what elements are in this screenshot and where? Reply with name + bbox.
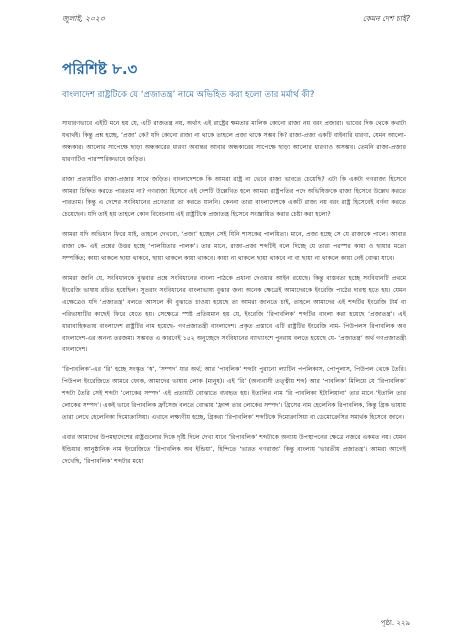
appendix-title: পরিশিষ্ট ৮.৩: [62, 60, 138, 78]
header-running-title: কেমন দেশ চাই?: [362, 14, 410, 23]
paragraph: ‘রিপাবলিক’-এর ‘রি’ হচ্ছে সংস্কৃত ‘স্ব’, ‘সম্পদ’ যার অর্থ; আর ‘পাবলিক’ শব্দটা পুরানো ল্যাটিন পপলিকাস, পোপুলাস, পিউপল থেকে তৈরি। পিউপল ইংরেজিতে আমরে ফোক, আমাদের ভাষায় লোক (মানুষ)। এই ‘রি’ (অন্যবাসী তত্ত্বীয় শব্দ) আর ‘পাবলিক’ মিলিয়ে যে ‘রিপাবলিক’ শব্দটা তৈরি সেই শব্দটা ‘লোকের সম্পদ’ এই প্রত্যয়টি বোঝাতে ব্যবহৃত হয়। ইতালির নাম ‘রি পাবলিকা ইটালিয়ানা’ তার মানে ‘ইতালি তার লোকের সম্পদ’। একই ভাবে রিপাবলিক ফ্রাঁসেজ বলতে বোঝায় ‘ফ্রান্স তার লোকের সম্পদ’। গ্রিসের নাম হেলেনিক রিপাবলিক, কিন্তু গ্রিক ভাষায় তারা লেখে হেলেনিকা দিমোক্রাসিয়া। এখানে লক্ষ্যণীয় হচ্ছে, গ্রিকরা ‘রিপাবলিক’ শব্দটিকে দিমোক্রাসিয়া বা ডেমোক্রেসির সমার্থক হিসেবে জানে।: [62, 366, 406, 421]
page-header: [62, 14, 410, 26]
paragraph: আমরা জানি যে, সংবিধানকে বুঝবার প্রশ্নে সংবিধানের বাংলা পাঠকে প্রধানা দেওয়ার আইন রয়েছে। কিন্তু বাস্তবতা হচ্ছে সংবিধানটি প্রথমে ইংরেজি ভাষায় রচিত হয়েছিল। সুতরাং সংবিধানের বাংলাভাষ্য বুঝার জন্য অনেক ক্ষেত্রেই আমাদেরকে ইংরেজি পাঠের দারস্থ হতে হয়। যেমন এক্ষেত্রেও যদি ‘প্রজাতন্ত্র’ বলতে আসলে কী বুঝাতে চাওয়া হয়েছে তা আমরা জানতে চাই, তাহলে আমাদের এই শব্দটির ইংরেজি টার্ম বা পরিভাষাটির কাছেই ফিরে যেতে হয়। সেক্ষেত্রে স্পষ্ট প্রতিয়মান হয় যে, ইংরেজি ‘রিপাবলিক’ শব্দটির বাংলা করা হয়েছে ‘প্রজাতন্ত্র’। এই ধারাবাহিকতায় বাংলাদেশ রাষ্ট্রটির নাম হয়েছে- গণপ্রজাতন্ত্রী বাংলাদেশ। প্রকৃত প্রস্তাবে এটি রাষ্ট্রটির ইংরেজি নাম- পিউপলস রিপাবলিক অব বাংলাদেশ-এর অনন্য তরজমা। সম্ভবত এ কারণেই ১৫২ অনুচ্ছেদে সংবিধানের ব্যাখ্যাংশে পুনরায় বলতে হয়েছে যে- ‘প্রজাতন্ত্র’ অর্থ গণপ্রজাতন্ত্রী বাংলাদেশ।: [62, 274, 406, 354]
paragraph: এবার আমাদের উপমহাদেশের রাষ্ট্রগুলোর দিকে দৃষ্টি দিলে দেখা যাবে ‘রিপাবলিক’ শব্দটাকে অন্যায় উপস্থাপনের ক্ষেত্রে নজরে একমত নয়। যেমন ইন্ডিয়ার আনুষ্ঠানিক নাম ইংরেজিতে ‘রিপাবলিক অব ইন্ডিয়া’, হিন্দিতে ‘ভারত গণরাজ্য’ কিন্তু বাংলায় ‘ভারতীয় প্রজাতন্ত্র’। আমরা আগেই দেখেছি, ‘রিপাবলিক’ শব্দটার মধ্যে: [62, 433, 406, 465]
paragraph: সাধারণভাবে এইটি মনে হয় যে, এটি রাজতন্ত্র নয়, অর্থাৎ এই রাষ্ট্রের ক্ষমতার মালিক কোনো রাজা নয় বরং প্রজারা। ভাবের দিক থেকে কথাটা যথার্থই। কিন্তু প্রশ্ন হচ্ছে, ‘প্রজা’ কে? যদি কোনো রাজা না থাকে তাহলে প্রজা থাকে সম্ভব কি? রাজা-প্রজা একটি বাইনারি ধারণা, যেমন আলো-অন্ধকার। আলোর সাপেক্ষে ছাড়া অন্ধকারের ধারণা অবান্তর আবার অন্ধকারের সাপেক্ষে ছাড়া আলোর ধারণাও অসম্ভব। তেমনি রাজা-প্রজার ধারণাটিও পারস্পরিকভাবে জড়িত।: [62, 120, 406, 163]
body-text: [62, 118, 406, 476]
paragraph: আমরা যদি অভিধান ফিরে যাই, তাহলে দেখবো, ‘প্রজা’ হচ্ছেন সেই যিনি শাসকের পালয়িতা। মানে, প্রজা হচ্ছে সে যে রাজাকে পালে। আবার রাজা কে- এই প্রশ্নের উত্তর হচ্ছে ‘পালয়িতার পালক’। তার মানে, রাজা-প্রজা শব্দটিই বলে দিচ্ছে যে তারা পরস্পর কায়া ও ছায়ার মতো সম্পর্কিত; কায়া থাকলে ছায়া থাকবে, ছায়া থাকলে কায়া থাকবে। কায়া না থাকলে ছায়া থাকবে না বা ছায়া না থাকলে কায়া নেই বোঝা যাবে।: [62, 231, 406, 263]
page-number: পৃষ্ঠা. ২২৯: [380, 619, 410, 627]
paragraph: রাজা প্রত্যয়টিও রাজা-প্রজার সাথে জড়িত। বাংলাদেশকে কি আমরা রাষ্ট্র না ভেবে রাজ্য ভাবতে চেয়েছি? এটা কি একটা গণরাজ্য হিসেবে আমরা চিহ্নিত করতে পারতাম না? গণরাজ্য হিসেবে এই দেশটি উল্লেখিত হলে আমরা রাষ্ট্রপতির পদে অভিষিক্তকে রাজা হিসেবে উল্লেখ করতে পারতাম। কিন্তু এ দেশের সংবিধানের প্রণেতারা তা করতে যাননি। কেননা তারা বাংলাদেশকে একটি রাজ্য নয় বরং রাষ্ট্র হিসেবেই বর্ণনা করতে চেয়েছেন। যদি তাই হয় তাহলে কোন বিবেচনায় এই রাষ্ট্রটিকে প্রজাতন্ত্র হিসেবে সংজ্ঞায়িত করার চেষ্টা করা হলো?: [62, 175, 406, 219]
appendix-subtitle: বাংলাদেশ রাষ্ট্রটিকে যে ‘প্রজাতন্ত্র’ নামে অভিহিত করা হলো তার মর্মার্থ কী?: [62, 90, 315, 100]
header-date: জুলাই, ২০২৩: [62, 14, 105, 23]
